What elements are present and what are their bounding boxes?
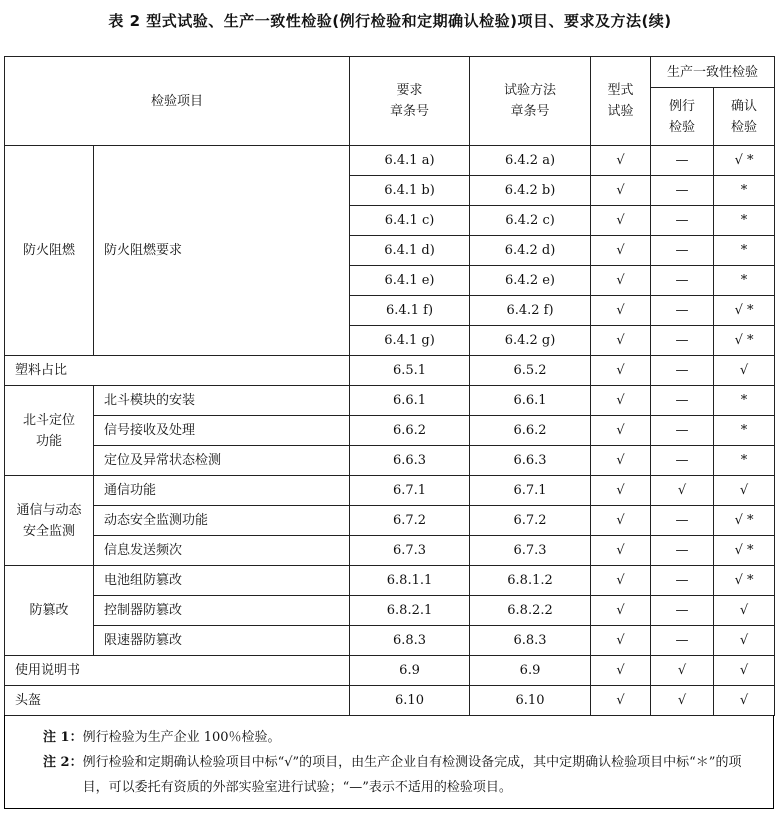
header-confirm: 确认 检验 [714,88,775,146]
cell-confirm: √ * [714,146,775,176]
cell-req: 6.4.1 c) [350,206,470,236]
table-row [5,686,775,716]
cell-method: 6.6.3 [470,446,591,476]
header-method: 试验方法 章条号 [470,57,591,146]
cell-type: √ [591,536,651,566]
cell-sub: 信号接收及处理 [94,416,350,446]
cell-type: √ [591,236,651,266]
cell-method: 6.8.3 [470,626,591,656]
table-row [5,506,775,536]
cell-sub: 动态安全监测功能 [94,506,350,536]
table-notes [4,715,774,809]
cell-routine: — [651,536,714,566]
cell-method: 6.9 [470,656,591,686]
cell-type: √ [591,206,651,236]
cell-req: 6.6.1 [350,386,470,416]
cell-type: √ [591,656,651,686]
cell-req: 6.7.2 [350,506,470,536]
sub-fire-requirement: 防火阻燃要求 [94,146,350,356]
table-row [5,566,775,596]
cell-req: 6.10 [350,686,470,716]
group-plastic: 塑料占比 [5,356,350,386]
cell-routine: — [651,566,714,596]
cell-routine: — [651,416,714,446]
cell-type: √ [591,416,651,446]
cell-type: √ [591,476,651,506]
cell-req: 6.4.1 a) [350,146,470,176]
group-tamper: 防篡改 [5,566,94,656]
cell-req: 6.4.1 g) [350,326,470,356]
cell-method: 6.7.3 [470,536,591,566]
inspection-table [4,56,775,716]
group-manual: 使用说明书 [5,656,350,686]
note-label: 注 2： [43,755,83,770]
table-caption: 表 2 型式试验、生产一致性检验(例行检验和定期确认检验)项目、要求及方法(续) [108,12,672,30]
cell-routine: √ [651,686,714,716]
cell-req: 6.7.3 [350,536,470,566]
cell-type: √ [591,356,651,386]
cell-req: 6.8.3 [350,626,470,656]
cell-req: 6.4.1 b) [350,176,470,206]
cell-method: 6.7.2 [470,506,591,536]
cell-type: √ [591,596,651,626]
cell-routine: — [651,446,714,476]
cell-req: 6.6.3 [350,446,470,476]
cell-routine: — [651,236,714,266]
cell-routine: — [651,176,714,206]
cell-sub: 定位及异常状态检测 [94,446,350,476]
cell-routine: — [651,266,714,296]
cell-sub: 电池组防篡改 [94,566,350,596]
cell-method: 6.4.2 e) [470,266,591,296]
cell-routine: √ [651,476,714,506]
cell-req: 6.6.2 [350,416,470,446]
cell-sub: 控制器防篡改 [94,596,350,626]
note-2 [43,750,763,800]
cell-req: 6.8.2.1 [350,596,470,626]
cell-confirm: * [714,266,775,296]
cell-sub: 北斗模块的安装 [94,386,350,416]
table-row [5,536,775,566]
cell-confirm: * [714,206,775,236]
cell-sub: 限速器防篡改 [94,626,350,656]
table-row [5,386,775,416]
cell-routine: — [651,626,714,656]
header-routine: 例行 检验 [651,88,714,146]
cell-sub: 通信功能 [94,476,350,506]
cell-method: 6.5.2 [470,356,591,386]
cell-routine: — [651,506,714,536]
cell-routine: — [651,146,714,176]
group-communication: 通信与动态 安全监测 [5,476,94,566]
cell-req: 6.4.1 f) [350,296,470,326]
cell-confirm: √ [714,686,775,716]
cell-method: 6.10 [470,686,591,716]
cell-method: 6.6.1 [470,386,591,416]
group-fire: 防火阻燃 [5,146,94,356]
cell-confirm: √ [714,356,775,386]
cell-confirm: * [714,176,775,206]
cell-type: √ [591,326,651,356]
group-helmet: 头盔 [5,686,350,716]
cell-confirm: * [714,416,775,446]
cell-confirm: * [714,236,775,266]
cell-method: 6.7.1 [470,476,591,506]
cell-req: 6.4.1 e) [350,266,470,296]
cell-confirm: √ * [714,506,775,536]
cell-confirm: √ [714,476,775,506]
cell-confirm: √ * [714,536,775,566]
table-row [5,626,775,656]
header-conformity: 生产一致性检验 [651,57,775,88]
cell-method: 6.8.2.2 [470,596,591,626]
cell-routine: √ [651,656,714,686]
cell-sub: 信息发送频次 [94,536,350,566]
cell-confirm: √ [714,656,775,686]
cell-req: 6.5.1 [350,356,470,386]
note-text: 例行检验为生产企业 100％检验。 [82,730,281,745]
cell-type: √ [591,176,651,206]
cell-routine: — [651,206,714,236]
cell-confirm: √ * [714,296,775,326]
table-row [5,656,775,686]
cell-method: 6.8.1.2 [470,566,591,596]
cell-type: √ [591,146,651,176]
cell-method: 6.4.2 a) [470,146,591,176]
cell-method: 6.4.2 c) [470,206,591,236]
cell-confirm: √ [714,596,775,626]
cell-routine: — [651,386,714,416]
group-beidou: 北斗定位 功能 [5,386,94,476]
table-row [5,596,775,626]
cell-type: √ [591,626,651,656]
cell-type: √ [591,506,651,536]
cell-type: √ [591,266,651,296]
cell-req: 6.9 [350,656,470,686]
note-label: 注 1： [43,730,83,745]
cell-req: 6.8.1.1 [350,566,470,596]
cell-method: 6.4.2 g) [470,326,591,356]
cell-type: √ [591,566,651,596]
cell-confirm: * [714,386,775,416]
table-row [5,356,775,386]
cell-routine: — [651,296,714,326]
cell-req: 6.4.1 d) [350,236,470,266]
header-item: 检验项目 [5,57,350,146]
cell-method: 6.4.2 d) [470,236,591,266]
cell-routine: — [651,326,714,356]
table-row [5,416,775,446]
cell-confirm: * [714,446,775,476]
cell-type: √ [591,446,651,476]
cell-confirm: √ * [714,326,775,356]
cell-method: 6.6.2 [470,416,591,446]
table-row [5,476,775,506]
table-row [5,446,775,476]
cell-confirm: √ * [714,566,775,596]
cell-type: √ [591,296,651,326]
header-type-test: 型式 试验 [591,57,651,146]
table-row [5,146,775,176]
cell-type: √ [591,686,651,716]
cell-req: 6.7.1 [350,476,470,506]
cell-routine: — [651,596,714,626]
header-requirement: 要求 章条号 [350,57,470,146]
cell-method: 6.4.2 b) [470,176,591,206]
note-1 [43,725,763,750]
cell-type: √ [591,386,651,416]
cell-routine: — [651,356,714,386]
cell-method: 6.4.2 f) [470,296,591,326]
note-text: 例行检验和定期确认检验项目中标“√”的项目，由生产企业自有检测设备完成，其中定期确认检验项目中标“＊”的项目，可以委托有资质的外部实验室进行试验；“—”表示不适用的检验项目。 [82,755,742,795]
cell-confirm: √ [714,626,775,656]
